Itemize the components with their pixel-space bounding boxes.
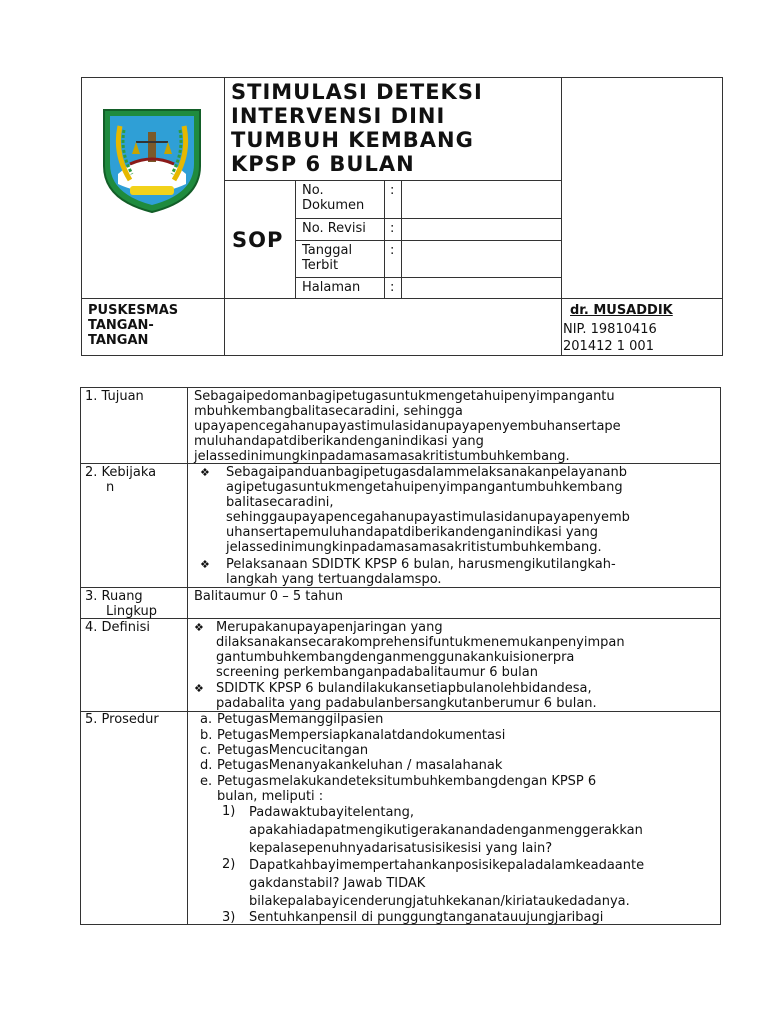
signer-name: dr. MUSADDIK: [570, 303, 673, 318]
row-label-definisi: 4. Definisi: [85, 620, 150, 635]
title-line: TUMBUH KEMBANG: [231, 128, 474, 152]
field-label-no-revisi: No. Revisi: [302, 221, 366, 236]
document-title: [231, 80, 483, 176]
prosedur-subitem: Padawaktubayitelentang, apakahiadapatmengikutigerakanandadenganmenggerakkan kepalasepenuhnyadarisatusisikesisi yang lain?: [249, 805, 643, 856]
prosedur-item-marker: e.: [200, 774, 213, 789]
prosedur-subitem-marker: 2): [222, 857, 236, 872]
field-label-tanggal-terbit: Tanggal Terbit: [302, 243, 353, 273]
title-line: KPSP 6 BULAN: [231, 152, 415, 176]
prosedur-item: Petugasmelakukandeteksitumbuhkembangdengan KPSP 6 bulan, meliputi :: [217, 774, 597, 804]
title-line: STIMULASI DETEKSI: [231, 80, 483, 104]
prosedur-item-marker: c.: [200, 743, 212, 758]
row-label-kebijakan: 2. Kebijaka n: [85, 465, 157, 495]
diamond-bullet-icon: ❖: [194, 621, 204, 634]
field-sep: :: [390, 183, 395, 198]
definisi-bullet-2: SDIDTK KPSP 6 bulandilakukansetiapbulanolehbidandesa, padabalita yang padabulanbersangkutanberumur 6 bulan.: [216, 681, 597, 711]
prosedur-item-marker: a.: [200, 712, 213, 727]
field-sep: :: [390, 280, 395, 295]
field-sep: :: [390, 243, 395, 258]
diamond-bullet-icon: ❖: [194, 682, 204, 695]
row-label-prosedur: 5. Prosedur: [85, 712, 159, 727]
kebijakan-bullet-1: Sebagaipanduanbagipetugasdalammelaksanakanpelayananb agipetugasuntukmengetahuipenyimpangantumbuhkembang balitasecaradini, sehinggaupayapencegahanupayastimulasidanupayapenyemb uhansertapemuluhandapatdiberikandenganindikasi yang jelassedinimungkinpadamasamasakritistumbuhkembang.: [226, 465, 630, 555]
field-label-halaman: Halaman: [302, 280, 361, 295]
prosedur-item: PetugasMemanggilpasien: [217, 712, 384, 727]
diamond-bullet-icon: ❖: [200, 466, 210, 479]
tujuan-text: Sebagaipedomanbagipetugasuntukmengetahuipenyimpangantu mbuhkembangbalitasecaradini, sehingga upayapencegahanupayastimulasidanupayapenyembuhansertape muluhandapatdiberikandenganindikasi yang jelassedinimungkinpadamasamasakritistumbuhkembang.: [194, 389, 621, 464]
row-label-tujuan: 1. Tujuan: [85, 389, 144, 404]
prosedur-item: PetugasMempersiapkanalatdandokumentasi: [217, 728, 506, 743]
organization-name: PUSKESMAS TANGAN- TANGAN: [88, 303, 179, 348]
prosedur-item-marker: d.: [200, 758, 213, 773]
sop-label: SOP: [232, 228, 284, 252]
definisi-bullet-1: Merupakanupayapenjaringan yang dilaksanakansecarakomprehensifuntukmenemukanpenyimpan gantumbuhkembangdenganmenggunakankuisionerpra screening perkembanganpadabalitaumur 6 bulan: [216, 620, 625, 680]
prosedur-subitem: Sentuhkanpensil di punggungtanganatauujungjaribagi: [249, 910, 604, 925]
regional-logo: [96, 104, 208, 216]
prosedur-subitem: Dapatkahbayimempertahankanposisikepaladalamkeadaante gakdanstabil? Jawab TIDAK bilakepalabayicenderungjatuhkekanan/kiriataukedadanya.: [249, 858, 645, 909]
kebijakan-bullet-2: Pelaksanaan SDIDTK KPSP 6 bulan, harusmengikutilangkah- langkah yang tertuangdalamspo.: [226, 557, 616, 587]
prosedur-item-marker: b.: [200, 728, 213, 743]
prosedur-item: PetugasMencucitangan: [217, 743, 369, 758]
diamond-bullet-icon: ❖: [200, 558, 210, 571]
ruang-lingkup-text: Balitaumur 0 – 5 tahun: [194, 589, 344, 604]
signer-nip: NIP. 19810416 201412 1 001: [563, 322, 657, 354]
field-label-no-dokumen: No. Dokumen: [302, 183, 365, 213]
prosedur-item: PetugasMenanyakankeluhan / masalahanak: [217, 758, 503, 773]
prosedur-subitem-marker: 1): [222, 804, 236, 819]
field-sep: :: [390, 221, 395, 236]
prosedur-subitem-marker: 3): [222, 910, 236, 925]
title-line: INTERVENSI DINI: [231, 104, 446, 128]
row-label-ruang-lingkup: 3. Ruang Lingkup: [85, 589, 157, 619]
